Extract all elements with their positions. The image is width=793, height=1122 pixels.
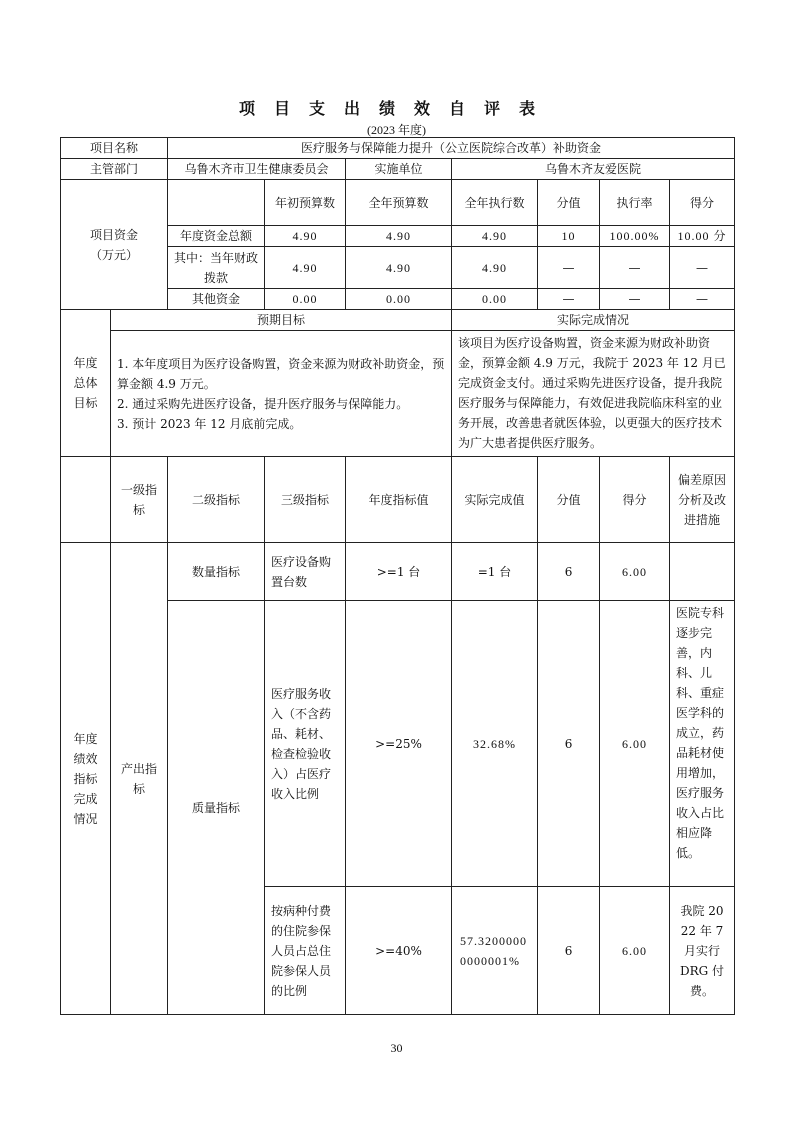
impl-value: 乌鲁木齐友爱医院 <box>452 159 735 180</box>
funds-label-text: 项目资金 （万元） <box>90 227 139 262</box>
impl-label: 实施单位 <box>346 159 452 180</box>
funds-cell: 4.90 <box>346 226 452 247</box>
page-number: 30 <box>390 1041 403 1055</box>
indicator-actual: =1 台 <box>452 543 538 601</box>
funds-cell: 4.90 <box>452 226 538 247</box>
document-subtitle: (2023 年度) <box>367 123 426 137</box>
funds-cell: — <box>538 289 600 310</box>
indicator-level2: 数量指标 <box>168 543 265 601</box>
funds-header-annual-budget: 全年预算数 <box>346 180 452 226</box>
funds-label <box>61 180 168 310</box>
ind-header-score-value: 分值 <box>538 457 600 543</box>
indicator-level3: 医疗设备购置台数 <box>265 543 346 601</box>
performance-table <box>60 137 735 1015</box>
indicator-note: 我院 2022 年 7 月实行 DRG 付费。 <box>670 887 735 1015</box>
expected-goal-text <box>111 331 452 457</box>
dept-label: 主管部门 <box>61 159 168 180</box>
indicator-score-value: 6 <box>538 543 600 601</box>
funds-row-label: 其他资金 <box>168 289 265 310</box>
ind-header-score: 得分 <box>600 457 670 543</box>
funds-cell: 10.00 分 <box>670 226 735 247</box>
document-title: 项目支出绩效自评表 <box>238 99 554 118</box>
funds-cell: — <box>670 247 735 289</box>
ind-header-note: 偏差原因分析及改进措施 <box>670 457 735 543</box>
ind-header-level3: 三级指标 <box>265 457 346 543</box>
indicator-section-label: 年度绩效指标完成情况 <box>61 543 111 1015</box>
funds-cell: — <box>600 289 670 310</box>
ind-header-level2: 二级指标 <box>168 457 265 543</box>
funds-header-exec-rate: 执行率 <box>600 180 670 226</box>
indicator-score: 6.00 <box>600 887 670 1015</box>
funds-header-executed: 全年执行数 <box>452 180 538 226</box>
indicator-target: >=25% <box>346 601 452 887</box>
funds-cell: 10 <box>538 226 600 247</box>
funds-cell: 0.00 <box>452 289 538 310</box>
goals-label: 年度总体目标 <box>61 310 111 457</box>
funds-cell: 0.00 <box>346 289 452 310</box>
indicator-level3: 医疗服务收入（不含药品、耗材、检查检验收入）占医疗收入比例 <box>265 601 346 887</box>
funds-cell: — <box>538 247 600 289</box>
indicator-score-value: 6 <box>538 601 600 887</box>
actual-goal-text: 该项目为医疗设备购置，资金来源为财政补助资金，预算金额 4.9 万元，我院于 2023 年 12 月已完成资金支付。通过采购先进医疗设备，提升我院医疗服务与保障能力，有效促进我院临床科室的业务开展，改善患者就医体验，以更强大的医疗技术为广大患者提供医疗服务。 <box>452 331 735 457</box>
expected-goal-content: 1. 本年度项目为医疗设备购置，资金来源为财政补助资金，预算金额 4.9 万元。 2. 通过采购先进医疗设备，提升医疗服务与保障能力。 3. 预计 2023 年 12 月底前完成。 <box>117 356 445 431</box>
indicator-score: 6.00 <box>600 601 670 887</box>
indicator-level1: 产出指标 <box>111 543 168 1015</box>
expected-goal-header: 预期目标 <box>111 310 452 331</box>
indicator-target: >=40% <box>346 887 452 1015</box>
funds-cell: 0.00 <box>265 289 346 310</box>
dept-value: 乌鲁木齐市卫生健康委员会 <box>168 159 346 180</box>
indicator-actual: 57.32000000000001% <box>452 887 538 1015</box>
funds-cell: — <box>600 247 670 289</box>
funds-cell: 4.90 <box>346 247 452 289</box>
indicator-note: 医院专科逐步完善，内科、儿科、重症医学科的成立，药品耗材使用增加，医疗服务收入占比相应降低。 <box>670 601 735 887</box>
funds-row-label: 其中：当年财政拨款 <box>168 247 265 289</box>
actual-goal-header: 实际完成情况 <box>452 310 735 331</box>
indicator-level3: 按病种付费的住院参保人员占总住院参保人员的比例 <box>265 887 346 1015</box>
ind-header-actual: 实际完成值 <box>452 457 538 543</box>
indicator-note <box>670 543 735 601</box>
funds-cell: — <box>670 289 735 310</box>
funds-cell: 4.90 <box>265 247 346 289</box>
indicator-actual: 32.68% <box>452 601 538 887</box>
funds-cell: 4.90 <box>452 247 538 289</box>
funds-row-label: 年度资金总额 <box>168 226 265 247</box>
project-name-label: 项目名称 <box>61 138 168 159</box>
indicator-score: 6.00 <box>600 543 670 601</box>
indicator-target: >=1 台 <box>346 543 452 601</box>
ind-header-target: 年度指标值 <box>346 457 452 543</box>
ind-header-level1: 一级指标 <box>111 457 168 543</box>
funds-header-initial-budget: 年初预算数 <box>265 180 346 226</box>
indicator-level2: 质量指标 <box>168 601 265 1015</box>
funds-cell: 100.00% <box>600 226 670 247</box>
indicator-row <box>61 543 735 601</box>
indicator-score-value: 6 <box>538 887 600 1015</box>
project-name: 医疗服务与保障能力提升（公立医院综合改革）补助资金 <box>168 138 735 159</box>
funds-header-score: 得分 <box>670 180 735 226</box>
funds-cell: 4.90 <box>265 226 346 247</box>
funds-header-score-value: 分值 <box>538 180 600 226</box>
